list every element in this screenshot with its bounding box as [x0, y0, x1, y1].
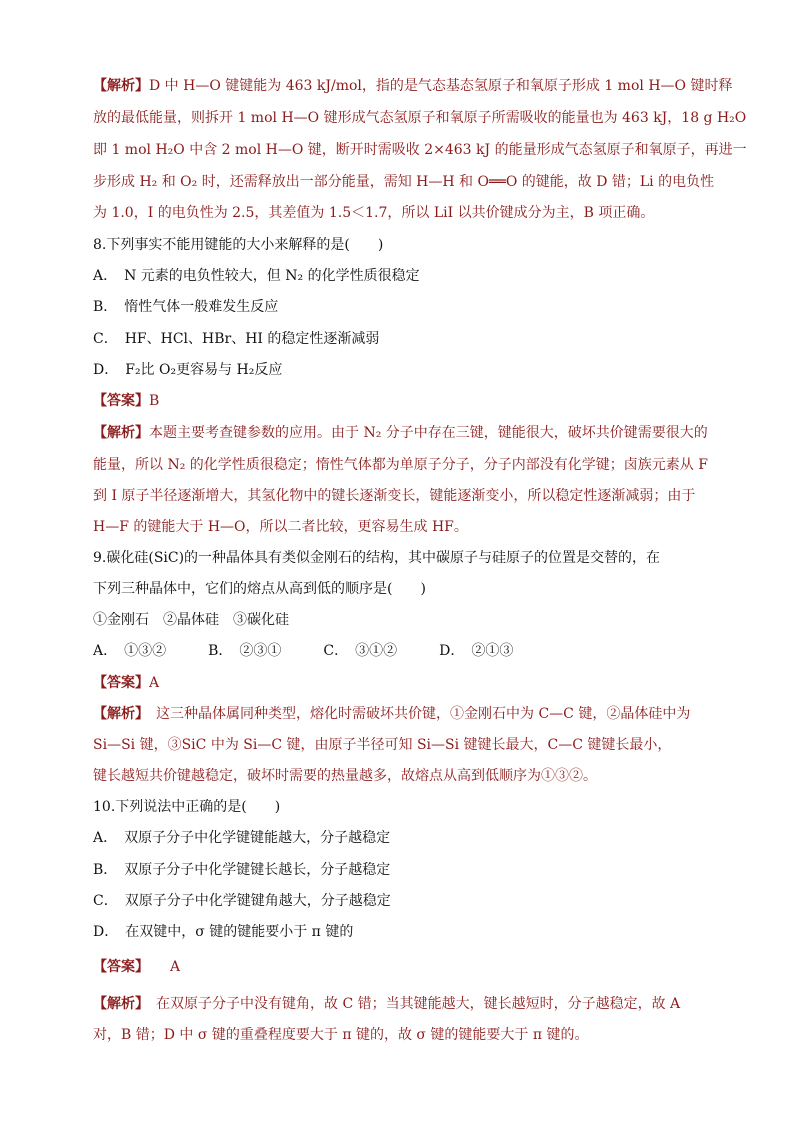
- analysis-line: [93, 704, 690, 724]
- question-9: 9.碳化硅(SiC)的一种晶体具有类似金刚石的结构，其中碳原子与硅原子的位置是交替的，在: [93, 550, 661, 566]
- options-row: A． ①③② B． ②③① C． ③①② D． ②①③: [93, 643, 514, 659]
- analysis-line: 到 I 原子半径逐渐增大，其氢化物中的键长逐渐变长，键能逐渐变小，所以稳定性逐渐减弱；由于: [93, 488, 696, 504]
- analysis-tag: 【解析】: [93, 996, 142, 1012]
- analysis-tag: 【解析】: [93, 425, 149, 441]
- option-d: D． 在双键中，σ 键的键能要小于 π 键的: [93, 924, 354, 940]
- analysis-line: 步形成 H₂ 和 O₂ 时，还需释放出一部分能量，需知 H—H 和 O══O 的键能，故 D 错；Li 的电负性: [93, 174, 715, 190]
- analysis-line: [93, 994, 680, 1014]
- analysis-line: 即 1 mol H₂O 中含 2 mol H—O 键，断开时需吸收 2×463 kJ 的能量形成气态氢原子和氧原子，再进一: [93, 142, 747, 158]
- option-a: A． 双原子分子中化学键键能越大，分子越稳定: [93, 830, 391, 846]
- analysis-line: 为 1.0，I 的电负性为 2.5，其差值为 1.5＜1.7，所以 LiI 以共价键成分为主，B 项正确。: [93, 205, 655, 221]
- analysis-tag: 【解析】: [93, 78, 149, 94]
- analysis-tag: 【解析】: [93, 706, 142, 722]
- analysis-line: H—F 的键能大于 H—O，所以二者比较，更容易生成 HF。: [93, 519, 468, 535]
- option-d: D． F₂比 O₂更容易与 H₂反应: [93, 362, 283, 378]
- answer-value: B: [149, 393, 160, 409]
- analysis-line: [93, 423, 708, 443]
- answer-tag: 【答案】: [93, 393, 149, 409]
- analysis-line: 对，B 错；D 中 σ 键的重叠程度要大于 π 键的，故 σ 键的键能要大于 π 键的。: [93, 1027, 589, 1043]
- answer-line: [93, 673, 159, 693]
- answer-value: A: [142, 959, 181, 975]
- analysis-line: 键长越短共价键越稳定，破坏时需要的热量越多，故熔点从高到低顺序为①③②。: [93, 768, 597, 784]
- option-a: A． N 元素的电负性较大，但 N₂ 的化学性质很稳定: [93, 268, 420, 284]
- option-c: C． 双原子分子中化学键键角越大，分子越稳定: [93, 893, 391, 909]
- answer-value: A: [149, 675, 160, 691]
- analysis-line: 放的最低能量，则拆开 1 mol H—O 键形成气态氢原子和氧原子所需吸收的能量也为 463 kJ，18 g H₂O: [93, 110, 747, 126]
- line-text: 在双原子分子中没有键角，故 C 错；当其键能越大，键长越短时，分子越稳定，故 A: [142, 996, 681, 1012]
- answer-tag: 【答案】: [93, 959, 142, 975]
- option-c: C． HF、HCl、HBr、HI 的稳定性逐渐减弱: [93, 331, 380, 347]
- answer-tag: 【答案】: [93, 675, 149, 691]
- question-9-cont: 下列三种晶体中，它们的熔点从高到低的顺序是( ): [93, 581, 426, 597]
- analysis-line: 能量，所以 N₂ 的化学性质很稳定；惰性气体都为单原子分子，分子内部没有化学键；卤族元素从 F: [93, 457, 708, 473]
- answer-line: [93, 391, 159, 411]
- question-8: 8.下列事实不能用键能的大小来解释的是( ): [93, 237, 384, 253]
- option-b: B． 惰性气体一般难发生反应: [93, 299, 279, 315]
- option-b: B． 双原子分子中化学键键长越长，分子越稳定: [93, 862, 391, 878]
- analysis-line: [93, 76, 732, 96]
- line-text: D 中 H—O 键键能为 463 kJ/mol，指的是气态基态氢原子和氧原子形成 1 mol H—O 键时释: [149, 78, 733, 94]
- analysis-line: Si—Si 键，③SiC 中为 Si—C 键，由原子半径可知 Si—Si 键键长最大，C—C 键键长最小，: [93, 737, 672, 753]
- line-text: 本题主要考查键参数的应用。由于 N₂ 分子中存在三键，键能很大，破坏共价键需要很大的: [149, 425, 708, 441]
- line-text: 这三种晶体属同种类型，熔化时需破坏共价键，①金刚石中为 C—C 键，②晶体硅中为: [142, 706, 691, 722]
- question-10: 10.下列说法中正确的是( ): [93, 799, 281, 815]
- question-9-items: ①金刚石 ②晶体硅 ③碳化硅: [93, 612, 289, 628]
- answer-line: [93, 957, 180, 977]
